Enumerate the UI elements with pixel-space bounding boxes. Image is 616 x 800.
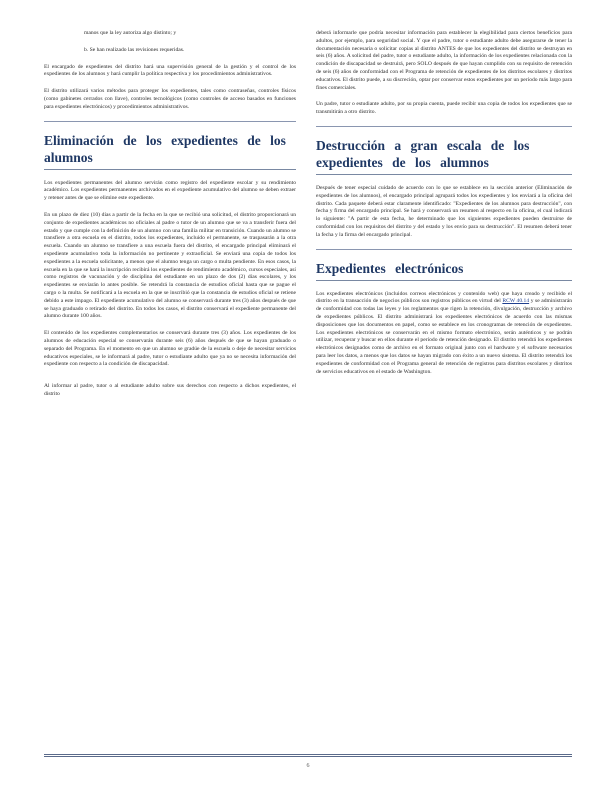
page-number: 6 — [306, 763, 310, 769]
heading-underline — [316, 280, 572, 281]
section-heading: Expedientes electrónicos — [316, 260, 464, 276]
footer-rule — [44, 756, 572, 757]
divider — [316, 126, 572, 127]
paragraph — [316, 291, 572, 377]
footer-rule — [44, 754, 572, 755]
section-heading: Eliminación de los expedientes de los alumnos — [44, 132, 286, 165]
paragraph: Un padre, tutor o estudiante adulto, por su propia cuenta, puede recibir una copia de todos los expedientes que se transmitirán a otro distrito. — [316, 101, 572, 116]
paragraph: manos que la ley autoriza algo distinto; y — [84, 30, 177, 36]
heading-underline — [44, 169, 296, 170]
heading-underline — [316, 174, 572, 175]
section-heading: Destrucción a gran escala de los expedientes de los alumnos — [316, 137, 530, 170]
paragraph: Al informar al padre, tutor o al estudiante adulto sobre sus derechos con respecto a dichos expedientes, el distrito — [44, 383, 296, 397]
paragraph-text: y se administrarán de conformidad con todas las leyes y los reglamentos que rigen la retención, divulgación, destrucción y archivo de expedientes públicos. El distrito administrará los expedientes electrónicos de acuerdo con las mismas disposiciones que los documentos en papel, como se establece en los cronogramas de retención de expedientes. Los expedientes electrónicos se conservarán en el mismo formato electrónico, serán auténticos y se podrán utilizar, recuperar y buscar en ellos durante el período de retención designado. El distrito retendrá los expedientes electrónicos designados como de archivo en el formato original junto con el hardware y el software necesarios para leer los datos, a menos que los datos se hayan migrado con éxito a un nuevo sistema. El distrito retendrá los expedientes de conformidad con el Programa general de retención de registros para distritos escolares y distritos de servicios educativos en el estado de Washington. — [316, 298, 572, 375]
right-column — [316, 30, 572, 385]
paragraph: Los expedientes permanentes del alumno servirán como registro del expediente escolar y su rendimiento académico. Los expedientes permanentes archivados en el expediente acumulativo del alumno se deben extraer y retener antes de que se elimine este expediente. — [44, 179, 296, 202]
paragraph: En un plazo de diez (10) días a partir de la fecha en la que se recibió una solicitud, el distrito proporcionará un conjunto de expedientes académicos no oficiales al padre o tutor de un alumno que se va a transferir fuera del estado y que cumple con la definición de un alumno con una familia militar en transición. Cuando un alumno se transfiere a otra escuela en el distrito, todos los expedientes, incluido el permanente, se traspasarán a la otra escuela. Cuando un alumno se transfiere a una escuela fuera del distrito, el encargado principal eliminará el expediente acumulativo toda la información no pertinente y extraoficial. Se enviará una copia de todos los expedientes a la escuela solicitante, a menos que el alumno tenga un cargo o multa pendiente. En esos casos, la escuela en la que se hará la inscripción recibirá los expedientes de rendimiento académico, cursos especiales, así como registros de vacunación y de disciplina del estudiante en un plazo de dos (2) días escolares, y los expedientes se enviarán lo antes posible. Se retendrá la constancia de estudios oficial hasta que se pague el cargo o la multa. Se notificará a la escuela en la que se inscribió que la constancia de estudios oficial se retiene debido a este impago. El expediente acumulativo del alumno se conservará durante tres (3) años después de que se haya graduado o retirado del distrito. En todos los casos, el distrito conservará el expediente permanente del alumno durante 100 años. — [44, 211, 296, 320]
paragraph-text: Los expedientes electrónicos (incluidos correos electrónicos y contenido web) que haya creado y recibido el distrito en la transacción de negocios públicos son registros públicos en virtud del — [316, 290, 572, 305]
divider — [44, 121, 296, 122]
paragraph: El contenido de los expedientes complementarios se conservará durante tres (3) años. Los expedientes de los alumnos de educación especial se conservarán durante seis (6) años después de que se hayan graduado o separado del Programa. En el momento en que un alumno se gradúe de la escuela o deje de necesitar servicios educativos especiales, se le informará al padre, tutor o estudiante adulto que ya no se necesita información del expediente con respecto a la condición de discapacidad. — [44, 330, 296, 368]
paragraph: El distrito utilizará varios métodos para proteger los expedientes, tales como contraseñas, controles físicos (como gabinetes cerrados con llave), controles tecnológicos (como controles de acceso basados en funciones para expedientes electrónicos) y procedimientos administrativos. — [44, 88, 296, 110]
divider — [316, 249, 572, 250]
paragraph: Después de tener especial cuidado de acuerdo con lo que se establece en la sección anterior (Eliminación de expedientes de los alumnos), el encargado principal agrupará todos los expedientes y los enviará a la oficina del distrito. Cada paquete deberá estar claramente identificado: "Expedientes de los alumnos para destrucción", con fecha y firma del encargado principal. Se hará y conservará un resumen al respecto en la oficina, el cual indicará lo siguiente: "A partir de esta fecha, he determinado que los siguientes expedientes pueden destruirse de conformidad con los requisitos del distrito y del estado y los envío para su destrucción". El resumen deberá tener la fecha y la firma del encargado principal. — [316, 184, 572, 238]
paragraph: El encargado de expedientes del distrito hará una supervisión general de la gestión y el control de los expedientes de los alumnos y hará cumplir la política respectiva y los procedimientos administrativos. — [44, 63, 296, 78]
left-column — [44, 30, 296, 408]
rcw-link[interactable]: RCW 40.14 — [502, 298, 530, 305]
list-item-b: b. Se han realizado las revisiones requeridas. — [84, 46, 185, 53]
paragraph: deberá informarle que podría necesitar información para establecer la elegibilidad para ciertos beneficios para adultos, por ejemplo, para seguridad social. Y que el padre, tutor o estudiante adulto debe asegurarse de tener la documentación necesaria o solicitar copias al distrito ANTES de que los expedientes del distrito se destruyan en seis (6) años. A solicitud del padre, tutor o estudiante adulto, la información de los expedientes relacionada con la condición de discapacidad se destruirá, pero SOLO después de que hayan cumplido con su requisito de retención de seis (6) años de conformidad con el Programa de retención de expedientes de los distritos escolares y distritos educativos. El distrito puede, a su discreción, optar por conservar estos expedientes por un período más largo para fines comerciales. — [316, 30, 572, 91]
